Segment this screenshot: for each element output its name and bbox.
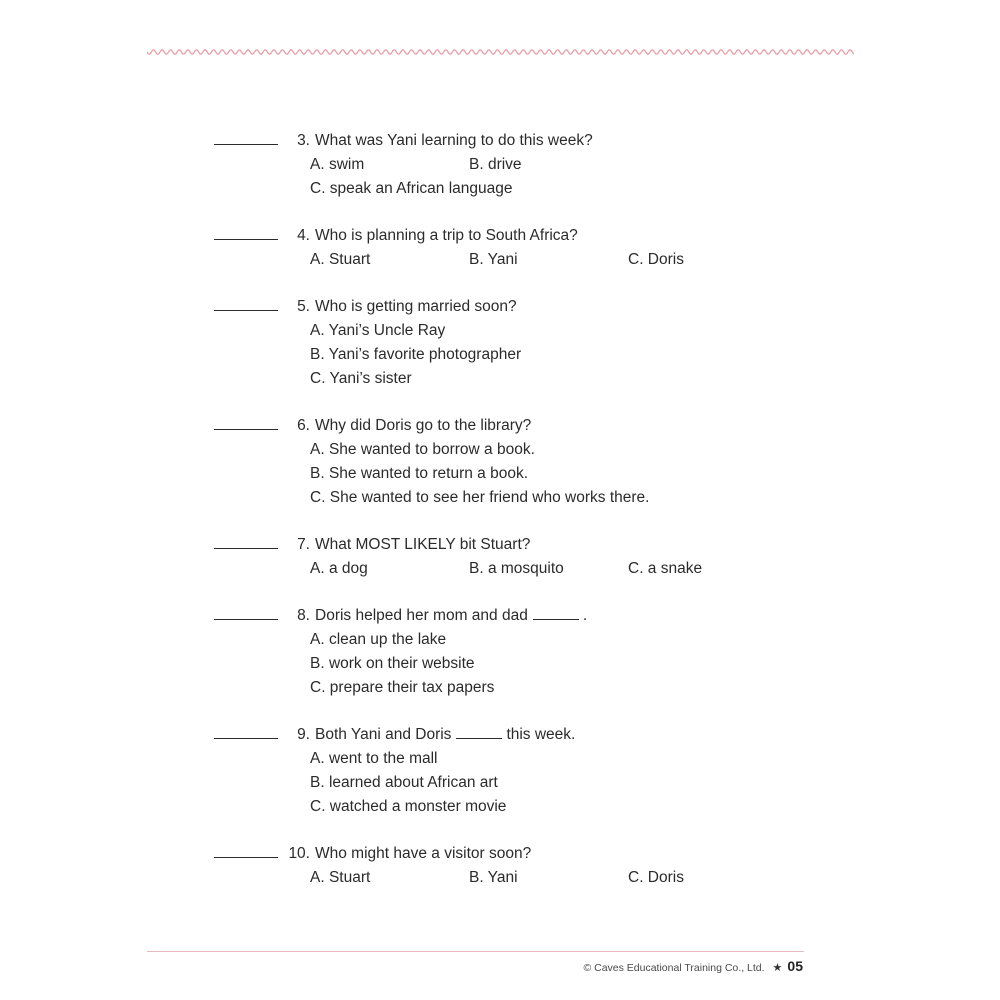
option-b: B. She wanted to return a book. <box>310 465 528 482</box>
footer-divider <box>147 951 804 952</box>
option-row <box>310 156 834 180</box>
question-number: 10. <box>288 845 310 862</box>
option-c: C. She wanted to see her friend who works there. <box>310 489 650 506</box>
question-text: Why did Doris go to the library? <box>315 417 532 434</box>
question-text: What was Yani learning to do this week? <box>315 132 593 149</box>
option-c: C. prepare their tax papers <box>310 679 495 696</box>
option-a: A. a dog <box>310 560 368 577</box>
fill-in-blank <box>533 607 579 620</box>
option-b: B. Yani <box>469 869 518 886</box>
question-text-start: Doris helped her mom and dad <box>315 607 528 624</box>
option-b: B. drive <box>469 156 522 173</box>
question-9 <box>214 726 834 822</box>
question-text: Who is planning a trip to South Africa? <box>315 227 578 244</box>
option-a: A. Stuart <box>310 869 371 886</box>
question-number: 5. <box>297 298 310 315</box>
copyright-notice: © Caves Educational Training Co., Ltd. <box>583 962 765 974</box>
option-c: C. Doris <box>628 869 684 886</box>
option-a: A. She wanted to borrow a book. <box>310 441 535 458</box>
question-number: 6. <box>297 417 310 434</box>
option-b: B. a mosquito <box>469 560 564 577</box>
option-c: C. Doris <box>628 251 684 268</box>
answer-blank[interactable] <box>214 298 278 311</box>
question-3 <box>214 132 834 204</box>
option-row <box>310 560 834 584</box>
question-5 <box>214 298 834 394</box>
option-a: A. Yani’s Uncle Ray <box>310 322 446 339</box>
question-number: 7. <box>297 536 310 553</box>
option-b: B. work on their website <box>310 655 475 672</box>
question-10 <box>214 845 834 893</box>
page-number: 05 <box>787 958 803 974</box>
question-number: 8. <box>297 607 310 624</box>
option-c: C. Yani’s sister <box>310 370 412 387</box>
question-number: 9. <box>297 726 310 743</box>
option-b: B. Yani <box>469 251 518 268</box>
answer-blank[interactable] <box>214 227 278 240</box>
question-number: 3. <box>297 132 310 149</box>
question-list <box>214 132 834 916</box>
question-text: Who might have a visitor soon? <box>315 845 532 862</box>
option-a: A. clean up the lake <box>310 631 447 648</box>
fill-in-blank <box>456 726 502 739</box>
question-7 <box>214 536 834 584</box>
option-row <box>310 251 834 275</box>
option-a: A. swim <box>310 156 365 173</box>
answer-blank[interactable] <box>214 417 278 430</box>
question-text-end: this week. <box>506 726 576 743</box>
option-a: A. went to the mall <box>310 750 438 767</box>
page-footer <box>583 958 803 974</box>
option-row <box>310 869 834 893</box>
question-text: Who is getting married soon? <box>315 298 517 315</box>
question-text-end: . <box>582 607 588 624</box>
question-text: What MOST LIKELY bit Stuart? <box>315 536 531 553</box>
question-8 <box>214 607 834 703</box>
decorative-wavy-rule <box>147 47 854 57</box>
question-number: 4. <box>297 227 310 244</box>
option-b: B. Yani’s favorite photographer <box>310 346 522 363</box>
answer-blank[interactable] <box>214 726 278 739</box>
option-c: C. watched a monster movie <box>310 798 507 815</box>
option-a: A. Stuart <box>310 251 371 268</box>
question-6 <box>214 417 834 513</box>
answer-blank[interactable] <box>214 132 278 145</box>
answer-blank[interactable] <box>214 607 278 620</box>
answer-blank[interactable] <box>214 845 278 858</box>
option-c: C. a snake <box>628 560 703 577</box>
answer-blank[interactable] <box>214 536 278 549</box>
question-text-start: Both Yani and Doris <box>315 726 452 743</box>
option-b: B. learned about African art <box>310 774 498 791</box>
question-4 <box>214 227 834 275</box>
option-c: C. speak an African language <box>310 180 513 197</box>
star-icon: ★ <box>772 962 783 974</box>
